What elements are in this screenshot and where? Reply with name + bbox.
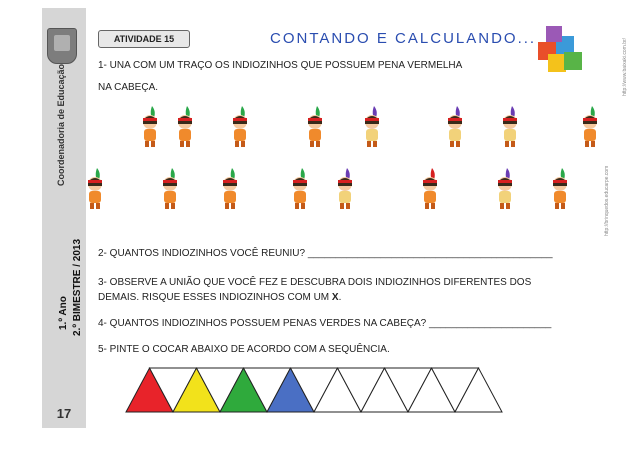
indian-figure[interactable]	[217, 166, 243, 210]
question-3-text: DEMAIS. RISQUE ESSES INDIOZINHOS COM UM	[98, 292, 332, 303]
credit-side: http://brinquedos.educarpe.com	[604, 165, 610, 236]
indian-figure[interactable]	[497, 104, 523, 148]
question-3-line-1: 3- OBSERVE A UNIÃO QUE VOCÊ FEZ E DESCUBRA DOIS INDIOZINHOS DIFERENTES DOS	[98, 277, 532, 288]
indian-figure[interactable]	[287, 166, 313, 210]
indian-figure[interactable]	[227, 104, 253, 148]
page-title: CONTANDO E CALCULANDO...	[270, 30, 537, 47]
indian-figure[interactable]	[547, 166, 573, 210]
question-3-period: .	[338, 292, 342, 303]
cocar-triangles[interactable]	[124, 366, 604, 414]
page-number: 17	[42, 400, 86, 428]
question-4: 4- QUANTOS INDIOZINHOS POSSUEM PENAS VERDES NA CABEÇA? ______________________	[98, 318, 552, 329]
indian-figure[interactable]	[137, 104, 163, 148]
activity-badge: ATIVIDADE 15	[98, 30, 190, 48]
question-5: 5- PINTE O COCAR ABAIXO DE ACORDO COM A SEQUÊNCIA.	[98, 344, 390, 355]
city-crest-icon	[47, 28, 77, 64]
question-2: 2- QUANTOS INDIOZINHOS VOCÊ REUNIU? ____________________________________________	[98, 248, 553, 259]
indian-figure[interactable]	[417, 166, 443, 210]
question-1-line-2: NA CABEÇA.	[98, 82, 159, 93]
indian-figure[interactable]	[302, 104, 328, 148]
indian-figure[interactable]	[577, 104, 603, 148]
x-mark: X	[331, 292, 339, 303]
indian-figure[interactable]	[359, 104, 385, 148]
indian-figure[interactable]	[172, 104, 198, 148]
toy-blocks-icon	[534, 22, 586, 74]
indian-figure[interactable]	[492, 166, 518, 210]
organization-label: Coordenadoria de Educação	[56, 63, 66, 186]
grade-label: 1.º Ano	[58, 296, 69, 330]
indian-figure[interactable]	[332, 166, 358, 210]
indian-figure[interactable]	[82, 166, 108, 210]
question-3-line-2	[98, 292, 341, 303]
period-label: 2.º BIMESTRE / 2013	[72, 238, 83, 336]
indian-figure[interactable]	[442, 104, 468, 148]
credit-top: http://www.baixaki.com.br/	[622, 37, 628, 96]
indian-figure[interactable]	[157, 166, 183, 210]
question-1-line-1: 1- UNA COM UM TRAÇO OS INDIOZINHOS QUE POSSUEM PENA VERMELHA	[98, 60, 463, 71]
